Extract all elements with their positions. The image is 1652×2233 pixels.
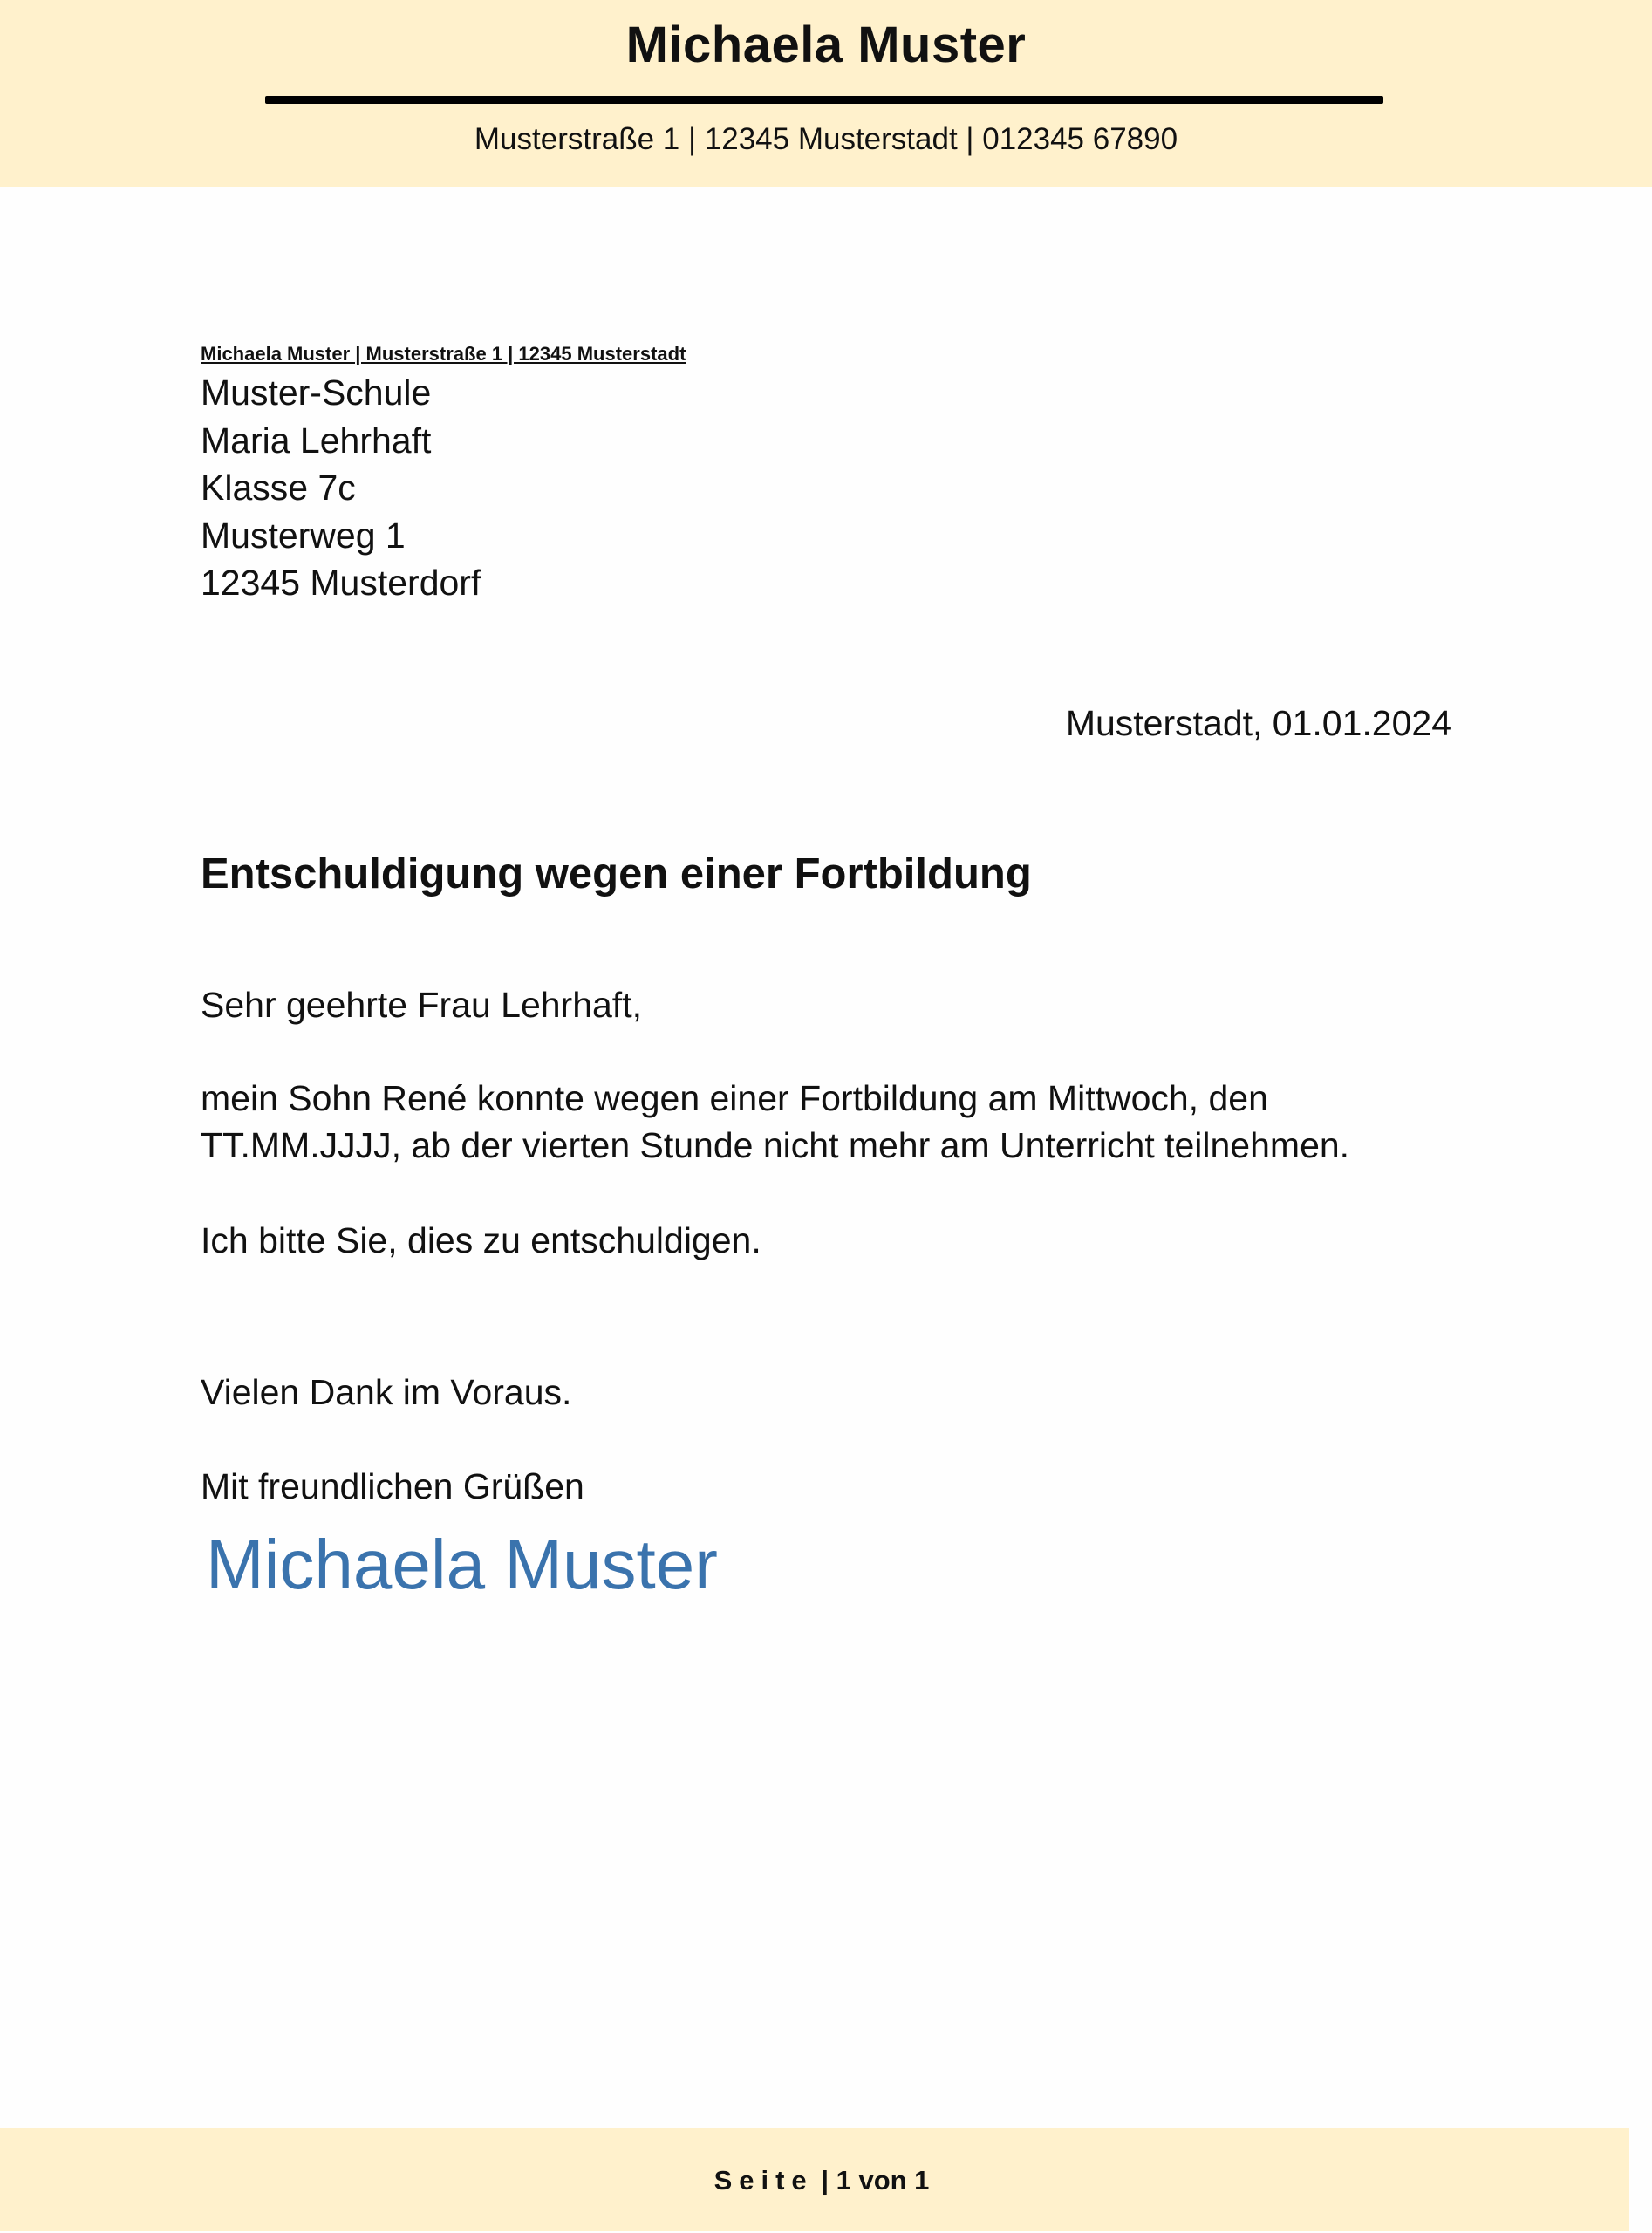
body-paragraph: Ich bitte Sie, dies zu entschuldigen. — [201, 1220, 761, 1260]
letterhead-divider — [265, 96, 1383, 104]
recipient-line: Klasse 7c — [201, 468, 356, 508]
page-footer — [0, 2128, 1629, 2231]
recipient-line: 12345 Musterdorf — [201, 563, 481, 603]
page-count: | 1 von 1 — [821, 2165, 930, 2195]
page-label: Seite — [713, 2165, 814, 2195]
sender-return-address: Michaela Muster | Musterstraße 1 | 12345 Musterstadt — [201, 343, 686, 365]
closing-line: Mit freundlichen Grüßen — [201, 1466, 584, 1506]
recipient-line: Maria Lehrhaft — [201, 420, 432, 461]
body-paragraph-line: TT.MM.JJJJ, ab der vierten Stunde nicht mehr am Unterricht teilnehmen. — [201, 1125, 1350, 1165]
page-number — [0, 2161, 1629, 2200]
letterhead-contact: Musterstraße 1 | 12345 Musterstadt | 012345 67890 — [474, 122, 1178, 156]
recipient-line: Muster-Schule — [201, 372, 432, 413]
salutation: Sehr geehrte Frau Lehrhaft, — [201, 985, 642, 1025]
body-paragraph-line: mein Sohn René konnte wegen einer Fortbildung am Mittwoch, den — [201, 1078, 1268, 1118]
signature: Michaela Muster — [206, 1526, 718, 1603]
letter-date: Musterstadt, 01.01.2024 — [1065, 703, 1451, 743]
thanks-line: Vielen Dank im Voraus. — [201, 1372, 572, 1412]
letter-subject: Entschuldigung wegen einer Fortbildung — [201, 850, 1032, 898]
recipient-line: Musterweg 1 — [201, 515, 406, 556]
letterhead — [0, 0, 1652, 187]
letterhead-name: Michaela Muster — [625, 17, 1027, 73]
recipient-address — [201, 369, 481, 607]
